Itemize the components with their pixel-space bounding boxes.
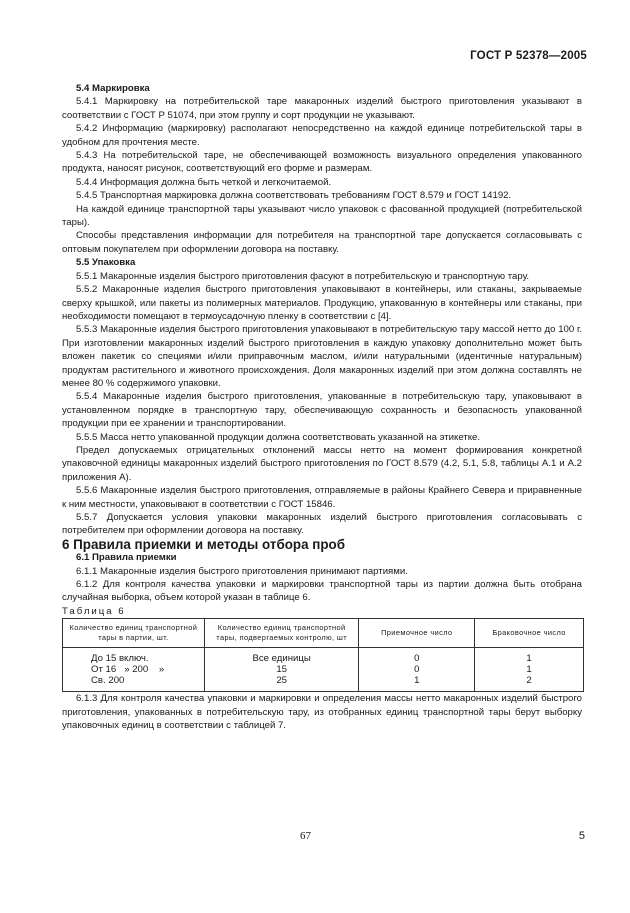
- table-cell: Св. 200: [63, 675, 205, 692]
- column-header-rejection-number: Браковочное число: [475, 619, 584, 648]
- table-cell: 0: [359, 664, 475, 675]
- table-cell: 1: [359, 675, 475, 692]
- paragraph-5-5-5-limit: Предел допускаемых отрицательных отклонений массы нетто на момент формирования конкретной упаковочной единицы макаронных изделий быстрого приготовления по ГОСТ 8.579 (4.2, 5.1, 5.8, таблицы А.1 и А.2 приложения А).: [62, 444, 582, 483]
- document-body: [62, 82, 582, 732]
- table-6-caption: Таблица 6: [62, 605, 126, 617]
- section-6-title: 6 Правила приемки и методы отбора проб: [62, 536, 345, 552]
- table-cell: 1: [475, 648, 584, 665]
- table-cell: 2: [475, 675, 584, 692]
- section-5-5-title: 5.5 Упаковка: [76, 257, 136, 269]
- paragraph-6-1-1: 6.1.1 Макаронные изделия быстрого приготовления принимают партиями.: [76, 565, 408, 577]
- paragraph-5-4-2: 5.4.2 Информацию (маркировку) располагают непосредственно на каждой единице потребительской тары в удобном для прочтения месте.: [62, 123, 582, 148]
- paragraph-5-4-5: 5.4.5 Транспортная маркировка должна соответствовать требованиям ГОСТ 8.579 и ГОСТ 14192.: [76, 190, 512, 202]
- column-header-lot-size: Количество единиц транспортной тары в партии, шт.: [63, 619, 205, 648]
- page-number: 5: [578, 830, 585, 842]
- table-cell: 0: [359, 648, 475, 665]
- paragraph-5-5-5: 5.5.5 Масса нетто упакованной продукции должна соответствовать указанной на этикетке.: [76, 431, 481, 443]
- paragraph-5-4-3: 5.4.3 На потребительской таре, не обеспечивающей возможность визуального определения упакованного продукта, наносят рисунок, соответствующий его форме и размерам.: [62, 150, 582, 175]
- paragraph-5-4-5-methods: Способы представления информации для потребителя на транспортной таре допускается согласовывать с оптовым покупателем при оформлении договора на поставку.: [62, 230, 582, 255]
- column-header-sample-size: Количество единиц транспортной тары, подвергаемых контролю, шт: [204, 619, 359, 648]
- paragraph-5-5-1: 5.5.1 Макаронные изделия быстрого приготовления фасуют в потребительскую и транспортную тару.: [76, 270, 530, 282]
- paragraph-5-5-7: 5.5.7 Допускается условия упаковки макаронных изделий быстрого приготовления согласовывать с потребителем при оформлении договора на поставку.: [62, 512, 582, 537]
- table-row: [63, 664, 584, 675]
- section-5-4-title: 5.4 Маркировка: [76, 83, 150, 94]
- paragraph-5-5-4: 5.5.4 Макаронные изделия быстрого приготовления, упакованные в потребительскую тару, упаковывают в установленном порядке в транспортную тару, обеспечивающую сохранность и безопасность упакованной продукции при ее хранении и транспортировании.: [62, 391, 582, 430]
- table-cell: Все единицы: [204, 648, 359, 665]
- paragraph-5-5-2: 5.5.2 Макаронные изделия быстрого приготовления упаковывают в контейнеры, или стаканы, закрываемые сверху крышкой, или пакеты из полимерных материалов. Продукцию, упакованную в контейнеры или стаканы, при необходимости помещают в термоусадочную пленку в соответствии с [4].: [62, 284, 582, 322]
- table-cell: 15: [204, 664, 359, 675]
- paragraph-6-1-2: 6.1.2 Для контроля качества упаковки и маркировки транспортной тары из партии должна быть отобрана случайная выборка, объем которой указан в таблице 6.: [62, 579, 582, 604]
- table-cell: 1: [475, 664, 584, 675]
- table-cell: До 15 включ.: [63, 648, 205, 665]
- table-header-row: [63, 619, 584, 648]
- table-6: [62, 618, 584, 692]
- paragraph-6-1-3: 6.1.3 Для контроля качества упаковки и маркировки и определения массы нетто макаронных изделий быстрого приготовления, упакованных в потребительскую тару, из отобранных единиц транспортной тары берут выборку упаковочных единиц в соответствии с таблицей 7.: [62, 693, 582, 732]
- book-page-number: 67: [300, 830, 311, 842]
- table-row: [63, 675, 584, 692]
- table-row: [63, 648, 584, 665]
- paragraph-5-5-6: 5.5.6 Макаронные изделия быстрого приготовления, отправляемые в районы Крайнего Севера и приравненные к ним местности, упаковывают в соответствии с ГОСТ 15846.: [62, 485, 582, 510]
- column-header-acceptance-number: Приемочное число: [359, 619, 475, 648]
- section-6-1-title: 6.1 Правила приемки: [76, 552, 177, 564]
- document-code-header: ГОСТ Р 52378—2005: [470, 50, 587, 62]
- paragraph-5-4-4: 5.4.4 Информация должна быть четкой и легкочитаемой.: [76, 176, 332, 188]
- table-cell: От 16 » 200 »: [63, 664, 205, 675]
- paragraph-5-5-3: 5.5.3 Макаронные изделия быстрого приготовления упаковывают в потребительскую тару массой нетто до 100 г. При изготовлении макаронных изделий быстрого приготовления в каждую упаковку дополнительно может быть вложен пакетик со специями и/или приправочным маслом, и/или натуральными (идентичные натуральным) продуктам растительного и животного происхождения. Доля макаронных изделий при этом должна составлять не менее 80 % содержимого упаковки.: [62, 324, 582, 389]
- table-cell: 25: [204, 675, 359, 692]
- paragraph-5-4-5-transport: На каждой единице транспортной тары указывают число упаковок с фасованной продукцией (потребительской тары).: [62, 203, 582, 229]
- paragraph-5-4-1: 5.4.1 Маркировку на потребительской таре макаронных изделий быстрого приготовления указывают в соответствии с ГОСТ Р 51074, при этом группу и сорт продукции не указывают.: [62, 96, 582, 121]
